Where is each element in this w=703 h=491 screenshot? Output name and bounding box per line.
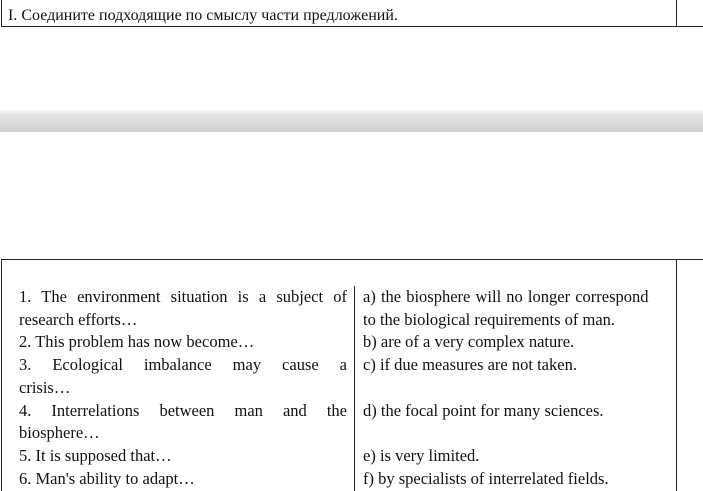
top-table-right-border bbox=[676, 0, 677, 26]
right-item-d: d) the focal point for many sciences. bbox=[363, 400, 604, 420]
left-item-1-line-1: 1. The environment situation is a subject of bbox=[19, 287, 347, 306]
right-blank-line bbox=[363, 377, 703, 400]
left-item-4-line-2: biosphere… bbox=[19, 423, 100, 443]
left-item-4-line-1: 4. Interrelations between man and the bbox=[19, 400, 347, 420]
sentence-beginnings-column bbox=[19, 286, 347, 490]
sentence-endings-column bbox=[363, 286, 703, 490]
right-item-a-line-2: to the biological requirements of man. bbox=[363, 309, 616, 329]
right-item-b: b) are of a very complex nature. bbox=[363, 332, 575, 352]
match-table-left-border bbox=[1, 259, 2, 491]
page-separator bbox=[0, 114, 703, 132]
left-item-5: 5. It is supposed that… bbox=[19, 445, 172, 465]
left-item-1-line-2: research efforts… bbox=[19, 309, 138, 329]
task-heading: I. Соедините подходящие по смыслу части предложений. bbox=[8, 7, 398, 24]
left-item-2: 2. This problem has now become… bbox=[19, 332, 255, 352]
right-item-c: c) if due measures are not taken. bbox=[363, 355, 577, 375]
top-table-bottom-border bbox=[1, 26, 703, 27]
right-item-a-line-1: a) the biosphere will no longer correspond bbox=[363, 287, 649, 306]
right-item-e: e) is very limited. bbox=[363, 445, 480, 465]
right-item-f: f) by specialists of interrelated fields. bbox=[363, 468, 609, 488]
left-item-3-line-2: crisis… bbox=[19, 377, 71, 397]
right-blank-line bbox=[363, 422, 703, 445]
left-item-3-line-1: 3. Ecological imbalance may cause a bbox=[19, 355, 347, 375]
match-table-top-border bbox=[1, 259, 703, 260]
top-table-left-border bbox=[1, 0, 2, 26]
match-table-middle-border bbox=[354, 286, 355, 491]
left-item-6: 6. Man's ability to adapt… bbox=[19, 468, 195, 488]
